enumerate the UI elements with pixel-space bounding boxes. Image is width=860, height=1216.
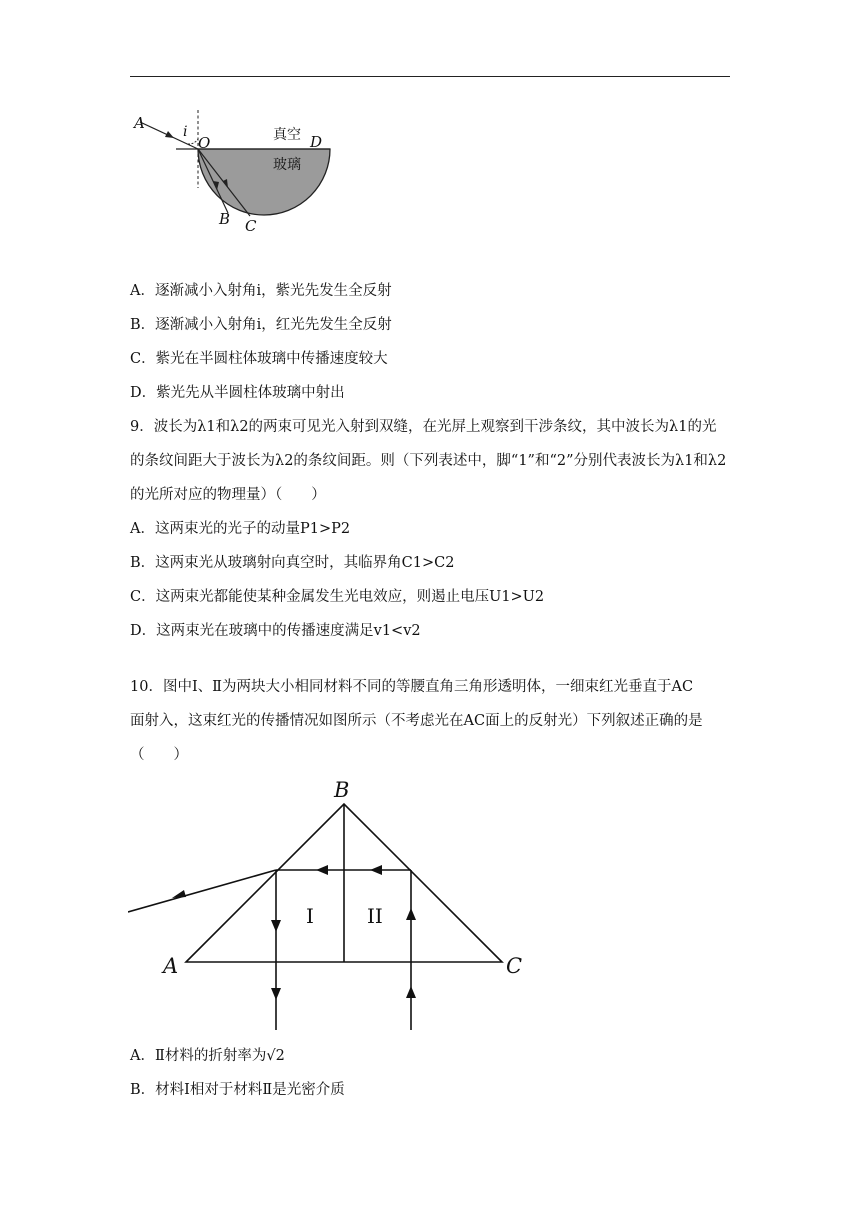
fig1-label-A: A bbox=[134, 114, 145, 132]
fig2-label-II: II bbox=[367, 904, 383, 928]
ray-left-arrow-1 bbox=[271, 920, 281, 932]
q10-stem-line-2: 面射入，这束红光的传播情况如图所示（不考虑光在AC面上的反射光）下列叙述正确的是 bbox=[130, 713, 703, 729]
fig1-label-glass: 玻璃 bbox=[273, 157, 301, 173]
q9-stem-line-2: 的条纹间距大于波长为λ2的条纹间距。则（下列表述中，脚“1”和“2”分别代表波长为λ1和λ2 bbox=[130, 453, 727, 469]
ray-exit bbox=[128, 870, 276, 912]
ray-top-arrow-2 bbox=[370, 865, 382, 875]
figure-semicircle-glass bbox=[128, 108, 348, 238]
ray-top-arrow-1 bbox=[316, 865, 328, 875]
q10-stem-line-3: （ ） bbox=[130, 747, 188, 763]
q9-option-c: C．这两束光都能使某种金属发生光电效应，则遏止电压U1>U2 bbox=[130, 589, 545, 605]
q10-option-b: B．材料Ⅰ相对于材料Ⅱ是光密介质 bbox=[130, 1082, 345, 1098]
q8-option-b: B．逐渐减小入射角i，红光先发生全反射 bbox=[130, 317, 392, 333]
fig1-label-i: i bbox=[183, 124, 188, 140]
q9-stem-line-3: 的光所对应的物理量）（ ） bbox=[130, 487, 326, 503]
incident-ray-arrow bbox=[165, 131, 174, 138]
q8-option-a: A．逐渐减小入射角i，紫光先发生全反射 bbox=[130, 283, 392, 299]
fig1-label-C: C bbox=[245, 217, 257, 235]
fig1-label-D: D bbox=[310, 133, 323, 151]
fig1-label-vacuum: 真空 bbox=[273, 127, 301, 143]
q9-option-b: B．这两束光从玻璃射向真空时，其临界角C1>C2 bbox=[130, 555, 455, 571]
header-rule bbox=[130, 76, 730, 77]
fig1-label-O: O bbox=[198, 134, 211, 152]
angle-i-arc bbox=[188, 139, 198, 144]
ray-right-arrow-1 bbox=[406, 908, 416, 920]
q10-option-a: A．Ⅱ材料的折射率为√2 bbox=[130, 1048, 285, 1064]
q9-option-a: A．这两束光的光子的动量P1>P2 bbox=[130, 521, 351, 537]
ray-left-arrow-2 bbox=[271, 988, 281, 1000]
fig2-label-I: I bbox=[306, 904, 314, 928]
ray-right-arrow-2 bbox=[406, 986, 416, 998]
fig2-label-C: C bbox=[506, 954, 523, 978]
ray-exit-arrow bbox=[172, 890, 186, 898]
figure-prism bbox=[128, 774, 538, 1034]
q10-stem-line-1: 10．图中Ⅰ、Ⅱ为两块大小相同材料不同的等腰直角三角形透明体，一细束红光垂直于AC bbox=[130, 679, 694, 695]
q8-option-d: D．紫光先从半圆柱体玻璃中射出 bbox=[130, 385, 345, 401]
fig2-label-A: A bbox=[163, 954, 179, 978]
fig1-label-B: B bbox=[219, 210, 231, 228]
fig2-label-B: B bbox=[334, 778, 350, 802]
q8-option-c: C．紫光在半圆柱体玻璃中传播速度较大 bbox=[130, 351, 388, 367]
q9-option-d: D．这两束光在玻璃中的传播速度满足v1<v2 bbox=[130, 623, 421, 639]
q9-stem-line-1: 9．波长为λ1和λ2的两束可见光入射到双缝，在光屏上观察到干涉条纹，其中波长为λ1的光 bbox=[130, 419, 717, 435]
